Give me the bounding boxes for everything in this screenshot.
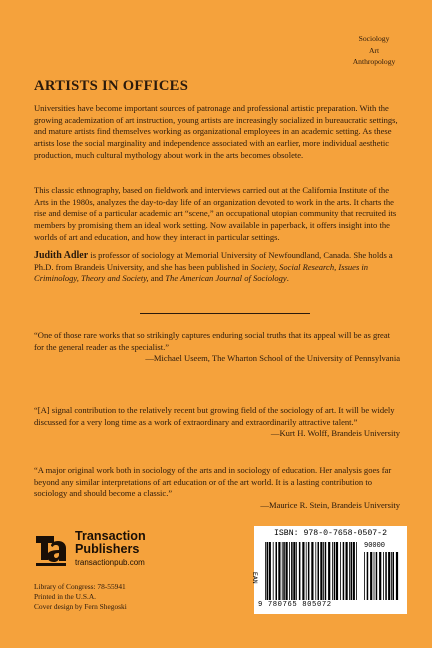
barcode-bar [265,542,266,600]
barcode-bar [325,542,327,600]
author-bio-and: and [148,273,166,284]
barcode-bar [278,542,280,600]
barcode-bar [376,552,378,600]
barcode-bar [315,542,316,600]
author-name: Judith Adler [34,250,89,261]
barcode-bar [328,542,330,600]
barcode-bar [351,542,353,600]
publisher-name-line1: Transaction [75,529,146,543]
barcode-bar [282,542,283,600]
transaction-logo-icon [34,530,68,568]
description-paragraph-2: This classic ethnography, based on fieldwork and interviews carried out at the California Institute of the Arts in the 1980s, analyzes the day-to-day life of an organization devoted to work in the arts. It charts the rise and demise of a particular academic art “scene,” an occupational utopian community that recruited its members by promising them an ideal work setting. Now available in paperback, it offers insight into the worlds of art and education, and how they interact in particular settings. [34,185,397,242]
author-journals: Society, Social Research, Issues in Criminology, Theory and Society, [34,261,369,284]
isbn-barcode [251,526,407,614]
barcode-bar [388,552,390,600]
section-divider [140,313,310,314]
description-paragraph-1: Universities have become important sources of patronage and professional artistic preparation. With the growing academization of art instruction, young artists are increasingly socialized in bureaucratic settings, and mature artists find themselves working as organizational employees in an academic setting. As these artists lose the social marginality and independence associated with an earlier, more individual aesthetic production, much cultural mythology about work in the arts becomes obsolete. [34,103,398,160]
barcode-bar [306,542,307,600]
barcode-bar [374,552,375,600]
barcode-bar [334,542,336,600]
barcode-bar [311,542,313,600]
barcode-bar [318,542,320,600]
barcode-bar [356,542,357,600]
barcode-bar [276,542,278,600]
barcode-bar [308,542,310,600]
library-of-congress: Library of Congress: 78-55941 [34,582,126,591]
quote-text: “[A] signal contribution to the relatively recent but growing field of the sociology of art. It will be widely discussed for a very long time as a work of extraordinary and extraordinarily attractive talent.” [34,405,395,427]
barcode-bar [383,552,384,600]
author-bio-text: is professor of sociology at Memorial University of Newfoundland, Canada. She holds a Ph.D. from Brandeis University, and she has been published in [34,250,393,272]
barcode-bar [393,552,395,600]
barcode-bar [385,552,387,600]
isbn-number: ISBN: 978-0-7658-0507-2 [273,529,387,538]
printed-in: Printed in the U.S.A. [34,592,96,601]
barcode-bar [283,542,285,600]
subject-sociology: Sociology [358,34,390,43]
barcode-bar [323,542,324,600]
review-quote-2 [34,405,400,440]
quote-text: “One of those rare works that so strikingly captures enduring social truths that its appeal will be as great for the general reader as the specialist.” [34,330,391,352]
barcode-bar [364,552,365,600]
barcode-bar [291,542,293,600]
ean-label: EAN [251,572,258,584]
publisher-name-line2: Publishers [75,542,140,556]
quote-text: “A major original work both in sociology of the arts and in sociology of education. Her analysis goes far beyond any similar interpretations of art education or of the art world. It is a lasting contribution to sociology and should become a classic.” [34,465,392,498]
barcode-bar [396,552,398,600]
barcode-bar [336,542,338,600]
quote-attribution: —Michael Useem, The Wharton School of the University of Pennsylvania [145,353,400,363]
barcode-bar [269,542,271,600]
barcode-bar [370,552,372,600]
barcode-bar [299,542,301,600]
barcode-bar [302,542,304,600]
author-journal-ajs: The American Journal of Sociology [165,273,287,284]
barcode-bar [332,542,333,600]
barcode-bar [286,542,288,600]
barcode-bar [391,552,392,600]
publisher-logo [34,528,204,580]
barcode-bar [340,542,341,600]
subject-anthropology: Anthropology [352,57,396,66]
quote-attribution: —Kurt H. Wolff, Brandeis University [270,428,400,438]
barcode-bar [296,542,297,600]
barcode-bar [343,542,345,600]
addon-barcode-bars [364,552,402,600]
quote-attribution: —Maurice R. Stein, Brandeis University [260,499,400,510]
barcode-bar [273,542,274,600]
author-bio [34,250,399,285]
barcode-bar [293,542,295,600]
barcode-bar [379,552,381,600]
price-code: 90000 [364,542,386,550]
colophon [34,582,127,612]
ean-digits: 9 780765 805072 [258,601,332,609]
publisher-url: transactionpub.com [75,558,145,567]
review-quote-1 [34,330,400,365]
barcode-bar [267,542,269,600]
book-title: ARTISTS IN OFFICES [34,78,189,94]
cover-design-credit: Cover design by Fern Shegoski [34,602,127,611]
barcode-bar [320,542,322,600]
publisher-name [75,530,146,556]
barcode-bar [353,542,355,600]
review-quote-3 [34,465,400,511]
author-bio-end: . [286,273,289,284]
ean-barcode-bars [265,542,359,600]
subject-art: Art [368,45,380,55]
barcode-bar [289,542,290,600]
subject-categories [334,33,414,68]
barcode-bar [367,552,369,600]
barcode-bar [349,542,350,600]
barcode-bar [346,542,348,600]
